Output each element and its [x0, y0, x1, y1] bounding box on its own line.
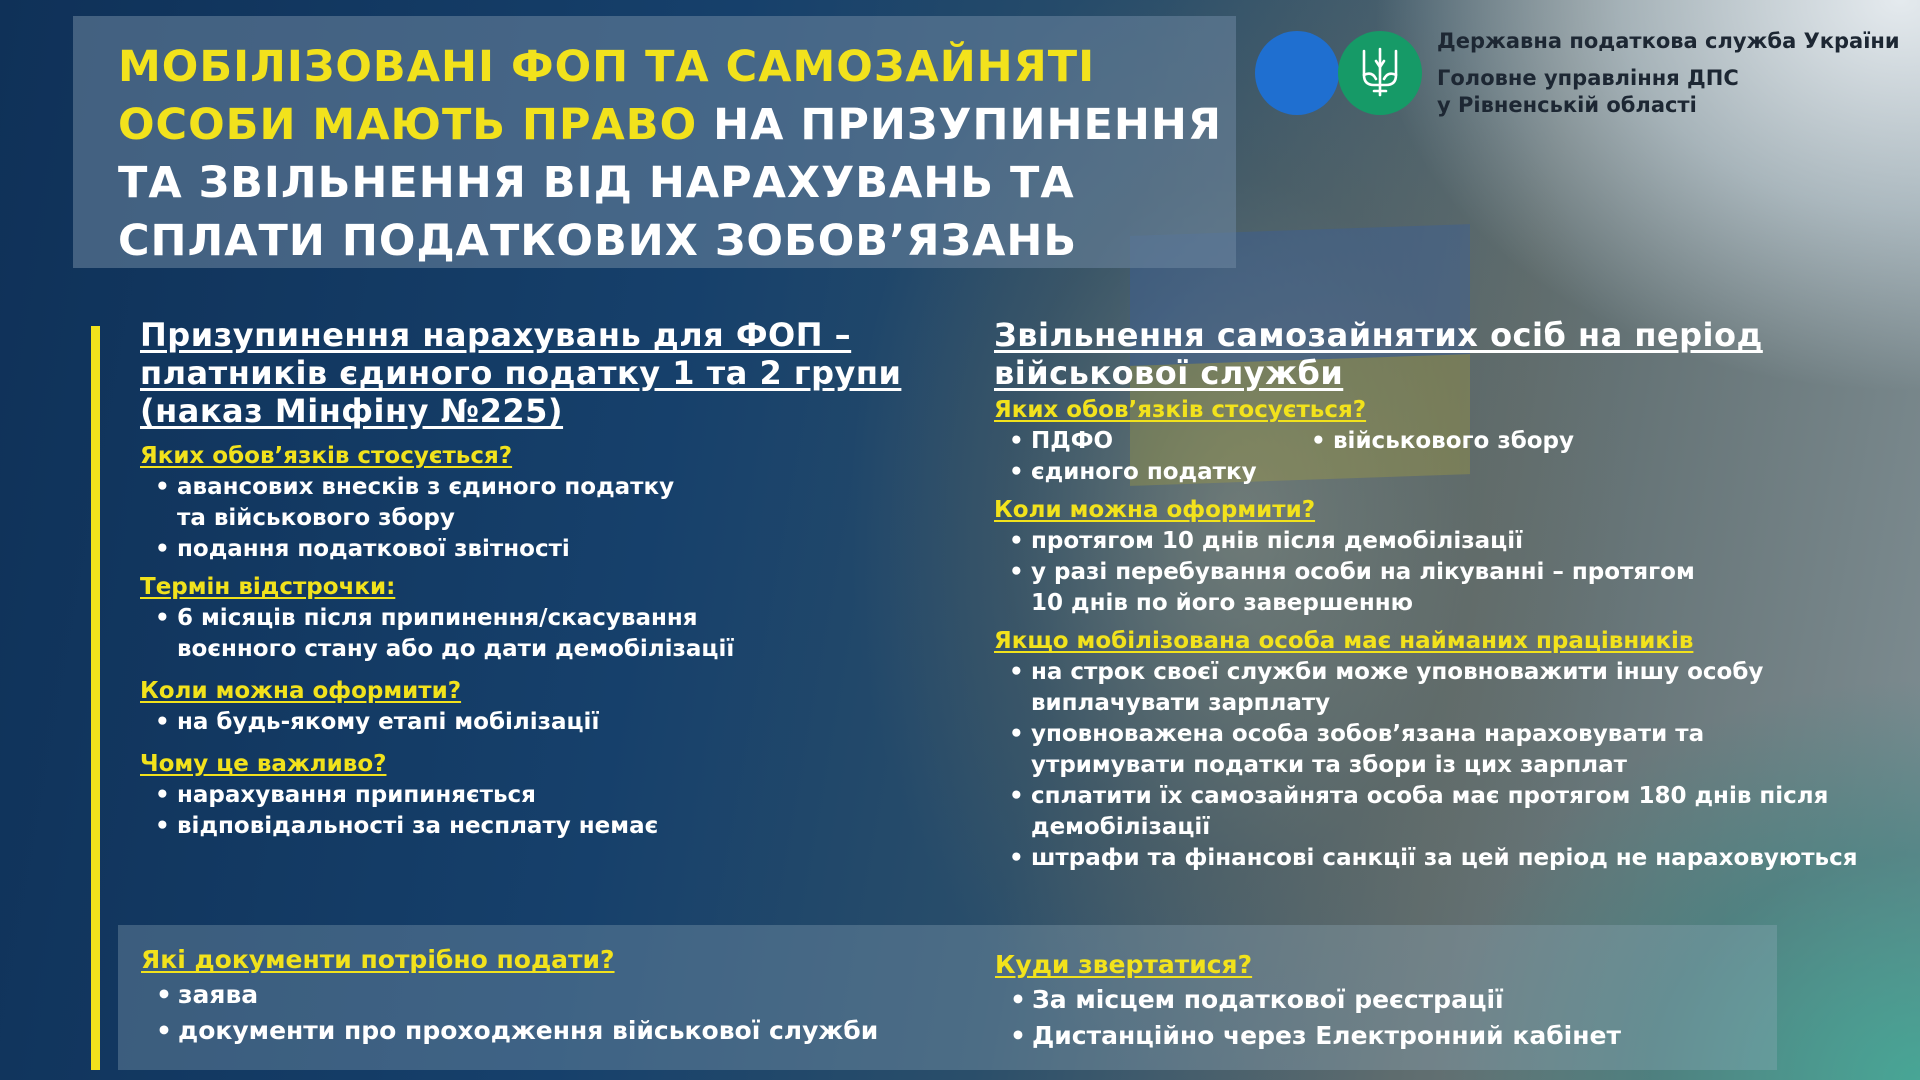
- list-item: • на строк своєї служби може уповноважити іншу особу: [994, 657, 1874, 688]
- left-q1-list: [140, 472, 910, 565]
- list-item: • авансових внесків з єдиного податку: [140, 472, 910, 503]
- left-q4-list: [140, 780, 910, 842]
- right-q3-list: [994, 657, 1874, 874]
- list-item: • сплатити їх самозайнята особа має протягом 180 днів після: [994, 781, 1874, 812]
- list-item: • відповідальності за несплату немає: [140, 811, 910, 842]
- logo-blue-circle: [1255, 31, 1339, 115]
- list-item: • нарахування припиняється: [140, 780, 910, 811]
- list-item: • військового збору: [1296, 426, 1574, 457]
- list-item: • на будь-якому етапі мобілізації: [140, 707, 910, 738]
- list-item-continuation: [994, 588, 1874, 619]
- right-q1-list-b: [1296, 426, 1574, 488]
- documents-section: [141, 943, 878, 1049]
- list-item: • За місцем податкової реєстрації: [995, 982, 1621, 1018]
- list-item-continuation: [994, 812, 1874, 843]
- organization-name: [1437, 28, 1900, 119]
- where-list: [995, 982, 1621, 1054]
- right-column: [994, 316, 1874, 874]
- left-column: [140, 316, 910, 842]
- bottom-panel: [118, 925, 1777, 1070]
- right-q2-list: [994, 526, 1874, 619]
- org-line-1: Державна податкова служба України: [1437, 29, 1900, 53]
- list-item-text: виплачувати зарплату: [1031, 690, 1331, 716]
- title-accent: МОБІЛІЗОВАНІ ФОП ТА САМОЗАЙНЯТІ ОСОБИ МАЮТЬ ПРАВО: [118, 42, 1096, 150]
- list-item-text: 10 днів по його завершенню: [1031, 590, 1414, 616]
- title-panel: [73, 16, 1236, 268]
- right-q3: Якщо мобілізована особа має найманих працівників: [994, 628, 1694, 654]
- documents-question: Які документи потрібно подати?: [141, 945, 615, 974]
- logo-green-circle: [1338, 31, 1422, 115]
- list-item-text: та військового збору: [177, 505, 455, 531]
- list-item: • штрафи та фінансові санкції за цей період не нараховуються: [994, 843, 1874, 874]
- left-q4: Чому це важливо?: [140, 751, 387, 777]
- trident-icon: [1358, 45, 1402, 101]
- left-q3-list: [140, 707, 910, 738]
- list-item-text: демобілізації: [1031, 814, 1211, 840]
- where-question: Куди звертатися?: [995, 950, 1253, 979]
- title-rest: НА ПРИЗУПИНЕННЯ ТА ЗВІЛЬНЕННЯ ВІД НАРАХУВАНЬ ТА СПЛАТИ ПОДАТКОВИХ ЗОБОВ’ЯЗАНЬ: [118, 100, 1222, 266]
- list-item: • заява: [141, 977, 878, 1013]
- list-item: • протягом 10 днів після демобілізації: [994, 526, 1874, 557]
- left-heading: Призупинення нарахувань для ФОП – платників єдиного податку 1 та 2 групи (наказ Мінфіну №225): [140, 316, 902, 430]
- list-item: • 6 місяців після припинення/скасування: [140, 603, 910, 634]
- accent-bar: [91, 326, 100, 1070]
- list-item-text: утримувати податки та збори із цих зарплат: [1031, 752, 1627, 778]
- list-item-continuation: [140, 503, 910, 534]
- documents-list: [141, 977, 878, 1049]
- left-q2: Термін відстрочки:: [140, 574, 396, 600]
- list-item-continuation: [140, 634, 910, 665]
- left-q3: Коли можна оформити?: [140, 678, 462, 704]
- list-item-continuation: [994, 750, 1874, 781]
- right-q1-lists: [994, 426, 1874, 488]
- page-title: [118, 38, 1236, 270]
- right-q1-list-a: [994, 426, 1296, 488]
- left-q2-list: [140, 603, 910, 665]
- list-item: • подання податкової звітності: [140, 534, 910, 565]
- contacts-section: [995, 948, 1621, 1054]
- list-item-continuation: [994, 688, 1874, 719]
- list-item-text: воєнного стану або до дати демобілізації: [177, 636, 735, 662]
- right-q2: Коли можна оформити?: [994, 497, 1316, 523]
- org-line-2: Головне управління ДПС: [1437, 66, 1739, 90]
- left-q1: Яких обов’язків стосується?: [140, 443, 513, 469]
- list-item: • у разі перебування особи на лікуванні – протягом: [994, 557, 1874, 588]
- org-line-3: у Рівненській області: [1437, 93, 1697, 117]
- right-heading: Звільнення самозайнятих осіб на період військової служби: [994, 316, 1763, 392]
- list-item: • уповноважена особа зобов’язана нараховувати та: [994, 719, 1874, 750]
- list-item: • єдиного податку: [994, 457, 1296, 488]
- list-item: • документи про проходження військової служби: [141, 1013, 878, 1049]
- list-item: • Дистанційно через Електронний кабінет: [995, 1018, 1621, 1054]
- list-item: • ПДФО: [994, 426, 1296, 457]
- right-q1: Яких обов’язків стосується?: [994, 397, 1367, 423]
